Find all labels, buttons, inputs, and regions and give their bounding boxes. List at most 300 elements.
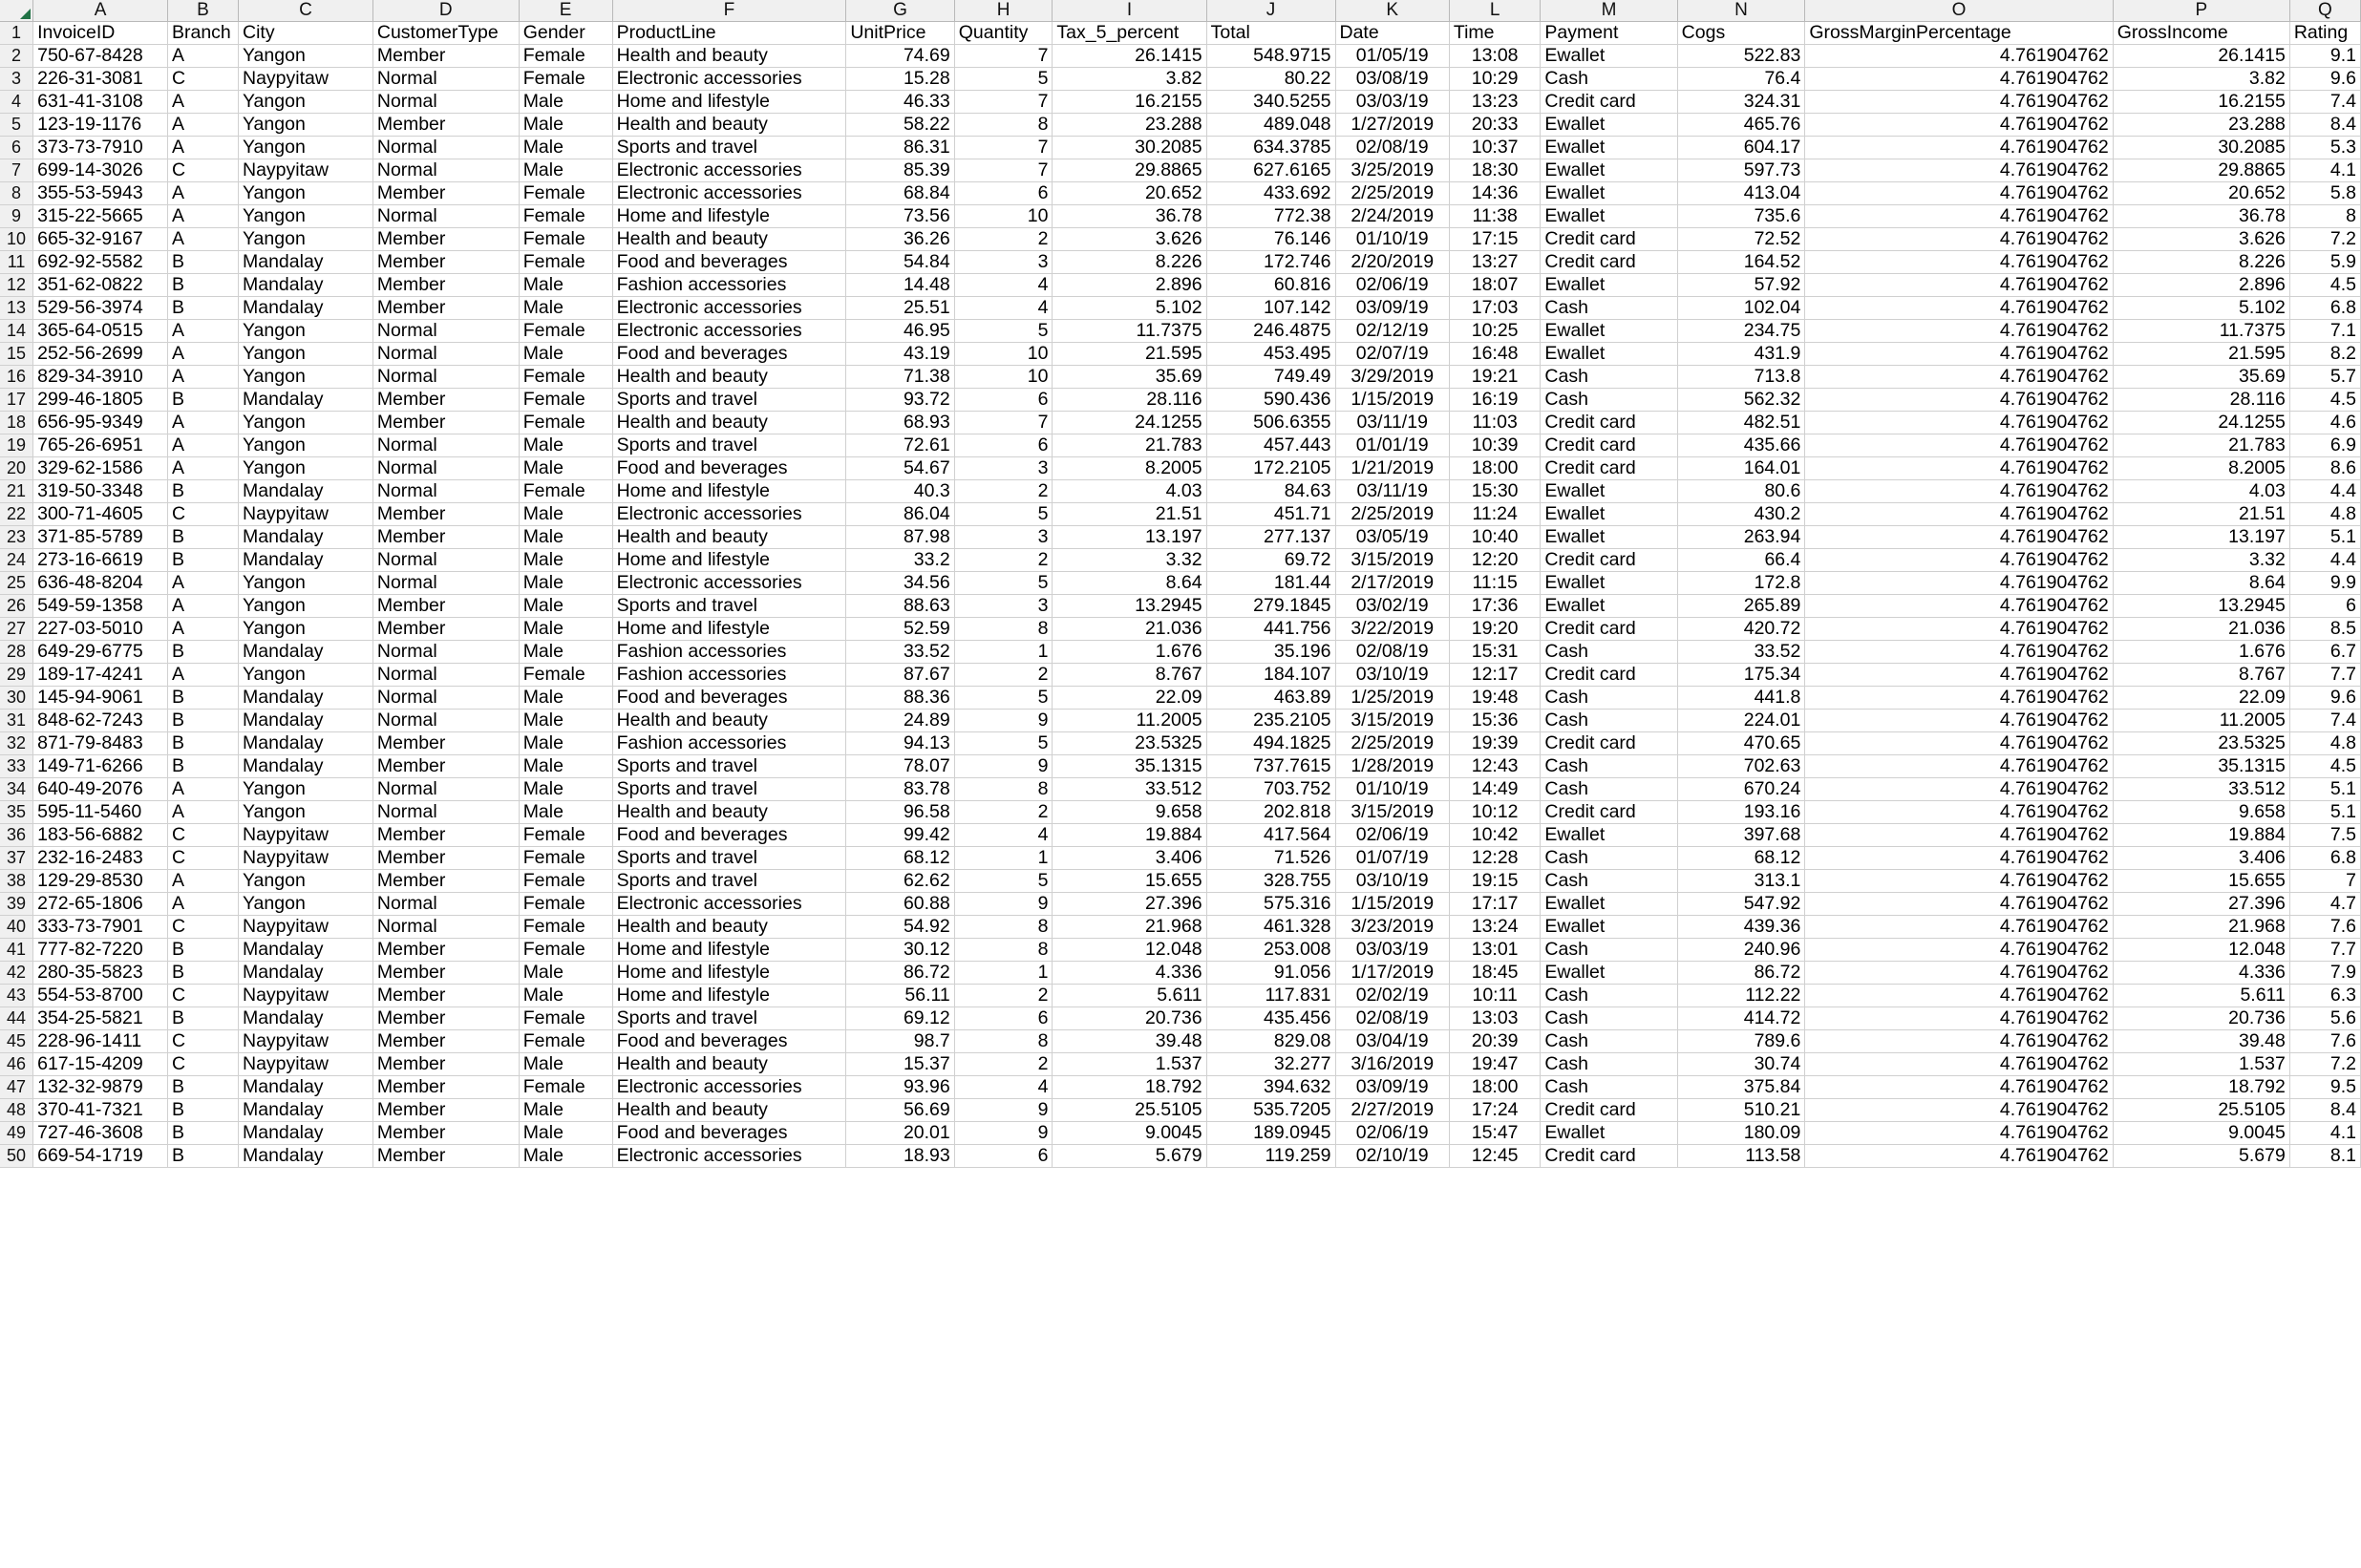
- data-cell[interactable]: 470.65: [1677, 732, 1805, 755]
- data-cell[interactable]: Male: [519, 343, 612, 366]
- data-cell[interactable]: Ewallet: [1541, 1122, 1677, 1145]
- data-cell[interactable]: Member: [372, 251, 519, 274]
- data-cell[interactable]: 86.31: [846, 137, 954, 159]
- data-cell[interactable]: 11.7375: [2113, 320, 2289, 343]
- data-cell[interactable]: 20.736: [2113, 1007, 2289, 1030]
- data-cell[interactable]: 4.761904762: [1805, 343, 2113, 366]
- data-cell[interactable]: 373-73-7910: [33, 137, 168, 159]
- data-cell[interactable]: 4.761904762: [1805, 503, 2113, 526]
- data-cell[interactable]: 24.89: [846, 710, 954, 732]
- data-cell[interactable]: 72.61: [846, 434, 954, 457]
- data-cell[interactable]: Female: [519, 320, 612, 343]
- data-cell[interactable]: Normal: [372, 549, 519, 572]
- data-cell[interactable]: 8.767: [2113, 664, 2289, 687]
- data-cell[interactable]: Food and beverages: [612, 251, 846, 274]
- data-cell[interactable]: 21.036: [2113, 618, 2289, 641]
- table-row[interactable]: [0, 732, 2361, 755]
- data-cell[interactable]: 193.16: [1677, 801, 1805, 824]
- data-cell[interactable]: Cash: [1541, 1007, 1677, 1030]
- data-cell[interactable]: 25.5105: [1053, 1099, 1206, 1122]
- data-cell[interactable]: Home and lifestyle: [612, 480, 846, 503]
- data-cell[interactable]: 8.2: [2289, 343, 2360, 366]
- data-cell[interactable]: 5.3: [2289, 137, 2360, 159]
- row-number[interactable]: 39: [0, 893, 33, 916]
- data-cell[interactable]: 5: [954, 68, 1053, 91]
- data-cell[interactable]: 7: [954, 412, 1053, 434]
- data-cell[interactable]: 03/04/19: [1335, 1030, 1449, 1053]
- data-cell[interactable]: 590.436: [1206, 389, 1335, 412]
- data-cell[interactable]: 789.6: [1677, 1030, 1805, 1053]
- field-header-cell[interactable]: Cogs: [1677, 22, 1805, 45]
- data-cell[interactable]: 10: [954, 366, 1053, 389]
- data-cell[interactable]: 3/16/2019: [1335, 1053, 1449, 1076]
- data-cell[interactable]: 8.767: [1053, 664, 1206, 687]
- data-cell[interactable]: 7.4: [2289, 91, 2360, 114]
- data-cell[interactable]: 129-29-8530: [33, 870, 168, 893]
- data-cell[interactable]: A: [167, 182, 238, 205]
- table-row[interactable]: [0, 985, 2361, 1007]
- data-cell[interactable]: 57.92: [1677, 274, 1805, 297]
- data-cell[interactable]: 6.9: [2289, 434, 2360, 457]
- data-cell[interactable]: 4.761904762: [1805, 778, 2113, 801]
- data-cell[interactable]: 665-32-9167: [33, 228, 168, 251]
- data-cell[interactable]: B: [167, 1122, 238, 1145]
- table-row[interactable]: [0, 618, 2361, 641]
- table-row[interactable]: [0, 1122, 2361, 1145]
- data-cell[interactable]: Food and beverages: [612, 1122, 846, 1145]
- data-cell[interactable]: 547.92: [1677, 893, 1805, 916]
- data-cell[interactable]: Fashion accessories: [612, 732, 846, 755]
- data-cell[interactable]: 749.49: [1206, 366, 1335, 389]
- data-cell[interactable]: 228-96-1411: [33, 1030, 168, 1053]
- data-cell[interactable]: Member: [372, 1007, 519, 1030]
- data-cell[interactable]: 21.783: [1053, 434, 1206, 457]
- data-cell[interactable]: Food and beverages: [612, 687, 846, 710]
- data-cell[interactable]: 39.48: [2113, 1030, 2289, 1053]
- data-cell[interactable]: C: [167, 824, 238, 847]
- data-cell[interactable]: 83.78: [846, 778, 954, 801]
- data-cell[interactable]: Electronic accessories: [612, 893, 846, 916]
- data-cell[interactable]: Member: [372, 962, 519, 985]
- data-cell[interactable]: A: [167, 114, 238, 137]
- data-cell[interactable]: 5.102: [1053, 297, 1206, 320]
- column-header-f[interactable]: F: [612, 0, 846, 22]
- data-cell[interactable]: Credit card: [1541, 228, 1677, 251]
- row-number[interactable]: 23: [0, 526, 33, 549]
- data-cell[interactable]: 21.968: [1053, 916, 1206, 939]
- data-cell[interactable]: 34.56: [846, 572, 954, 595]
- data-cell[interactable]: Female: [519, 412, 612, 434]
- data-cell[interactable]: Health and beauty: [612, 228, 846, 251]
- data-cell[interactable]: 9.1: [2289, 45, 2360, 68]
- table-row[interactable]: [0, 893, 2361, 916]
- data-cell[interactable]: Cash: [1541, 297, 1677, 320]
- data-cell[interactable]: 107.142: [1206, 297, 1335, 320]
- data-cell[interactable]: 28.116: [2113, 389, 2289, 412]
- data-cell[interactable]: 56.69: [846, 1099, 954, 1122]
- data-cell[interactable]: 9: [954, 755, 1053, 778]
- data-cell[interactable]: 649-29-6775: [33, 641, 168, 664]
- data-cell[interactable]: Female: [519, 1076, 612, 1099]
- row-number[interactable]: 5: [0, 114, 33, 137]
- data-cell[interactable]: 21.783: [2113, 434, 2289, 457]
- data-cell[interactable]: 1/17/2019: [1335, 962, 1449, 985]
- data-cell[interactable]: Normal: [372, 801, 519, 824]
- data-cell[interactable]: 15:31: [1449, 641, 1541, 664]
- table-row[interactable]: [0, 641, 2361, 664]
- data-cell[interactable]: 670.24: [1677, 778, 1805, 801]
- data-cell[interactable]: 435.66: [1677, 434, 1805, 457]
- data-cell[interactable]: C: [167, 916, 238, 939]
- data-cell[interactable]: Mandalay: [239, 480, 373, 503]
- data-cell[interactable]: Normal: [372, 366, 519, 389]
- row-number[interactable]: 12: [0, 274, 33, 297]
- table-row[interactable]: [0, 687, 2361, 710]
- data-cell[interactable]: 5.611: [1053, 985, 1206, 1007]
- data-cell[interactable]: C: [167, 1030, 238, 1053]
- data-cell[interactable]: 28.116: [1053, 389, 1206, 412]
- data-cell[interactable]: Cash: [1541, 1030, 1677, 1053]
- data-cell[interactable]: 232-16-2483: [33, 847, 168, 870]
- data-cell[interactable]: 02/06/19: [1335, 824, 1449, 847]
- data-cell[interactable]: Member: [372, 114, 519, 137]
- data-cell[interactable]: Home and lifestyle: [612, 549, 846, 572]
- data-cell[interactable]: 3.626: [1053, 228, 1206, 251]
- data-cell[interactable]: Member: [372, 45, 519, 68]
- data-cell[interactable]: Electronic accessories: [612, 297, 846, 320]
- data-cell[interactable]: 6.3: [2289, 985, 2360, 1007]
- data-cell[interactable]: Credit card: [1541, 1145, 1677, 1168]
- data-cell[interactable]: Yangon: [239, 778, 373, 801]
- data-cell[interactable]: Female: [519, 205, 612, 228]
- data-cell[interactable]: Male: [519, 687, 612, 710]
- data-cell[interactable]: 2: [954, 801, 1053, 824]
- data-cell[interactable]: Health and beauty: [612, 801, 846, 824]
- data-cell[interactable]: A: [167, 572, 238, 595]
- data-cell[interactable]: Male: [519, 595, 612, 618]
- data-cell[interactable]: 27.396: [1053, 893, 1206, 916]
- data-cell[interactable]: A: [167, 618, 238, 641]
- data-cell[interactable]: Member: [372, 595, 519, 618]
- data-cell[interactable]: Male: [519, 985, 612, 1007]
- data-cell[interactable]: 86.72: [1677, 962, 1805, 985]
- data-cell[interactable]: 35.69: [1053, 366, 1206, 389]
- data-cell[interactable]: 02/02/19: [1335, 985, 1449, 1007]
- data-cell[interactable]: 7.1: [2289, 320, 2360, 343]
- data-cell[interactable]: 19:48: [1449, 687, 1541, 710]
- data-cell[interactable]: 93.96: [846, 1076, 954, 1099]
- data-cell[interactable]: 17:36: [1449, 595, 1541, 618]
- data-cell[interactable]: 2/27/2019: [1335, 1099, 1449, 1122]
- data-cell[interactable]: 529-56-3974: [33, 297, 168, 320]
- data-cell[interactable]: 189-17-4241: [33, 664, 168, 687]
- row-number[interactable]: 6: [0, 137, 33, 159]
- data-cell[interactable]: 703.752: [1206, 778, 1335, 801]
- data-cell[interactable]: 4.761904762: [1805, 182, 2113, 205]
- field-header-cell[interactable]: Payment: [1541, 22, 1677, 45]
- data-cell[interactable]: 8.1: [2289, 1145, 2360, 1168]
- data-cell[interactable]: 441.756: [1206, 618, 1335, 641]
- data-cell[interactable]: 4: [954, 1076, 1053, 1099]
- row-number[interactable]: 8: [0, 182, 33, 205]
- data-cell[interactable]: 17:03: [1449, 297, 1541, 320]
- field-header-cell[interactable]: Total: [1206, 22, 1335, 45]
- data-cell[interactable]: 91.056: [1206, 962, 1335, 985]
- data-cell[interactable]: 54.84: [846, 251, 954, 274]
- data-cell[interactable]: 15.655: [2113, 870, 2289, 893]
- data-cell[interactable]: 4.03: [2113, 480, 2289, 503]
- data-cell[interactable]: Cash: [1541, 778, 1677, 801]
- data-cell[interactable]: 10:29: [1449, 68, 1541, 91]
- data-cell[interactable]: 12:20: [1449, 549, 1541, 572]
- field-header-cell[interactable]: CustomerType: [372, 22, 519, 45]
- data-cell[interactable]: Normal: [372, 687, 519, 710]
- data-cell[interactable]: 14:36: [1449, 182, 1541, 205]
- data-cell[interactable]: A: [167, 91, 238, 114]
- table-row[interactable]: [0, 274, 2361, 297]
- data-cell[interactable]: 54.67: [846, 457, 954, 480]
- data-cell[interactable]: 9.0045: [1053, 1122, 1206, 1145]
- data-cell[interactable]: 7.6: [2289, 1030, 2360, 1053]
- table-row[interactable]: [0, 503, 2361, 526]
- data-cell[interactable]: 2/25/2019: [1335, 503, 1449, 526]
- field-header-cell[interactable]: Date: [1335, 22, 1449, 45]
- data-cell[interactable]: 4.336: [2113, 962, 2289, 985]
- data-cell[interactable]: 420.72: [1677, 618, 1805, 641]
- data-cell[interactable]: 6: [954, 182, 1053, 205]
- data-cell[interactable]: 46.95: [846, 320, 954, 343]
- data-cell[interactable]: 172.8: [1677, 572, 1805, 595]
- data-cell[interactable]: 23.288: [2113, 114, 2289, 137]
- data-cell[interactable]: 4.336: [1053, 962, 1206, 985]
- data-cell[interactable]: 1: [954, 962, 1053, 985]
- table-row[interactable]: [0, 297, 2361, 320]
- data-cell[interactable]: 340.5255: [1206, 91, 1335, 114]
- data-cell[interactable]: 175.34: [1677, 664, 1805, 687]
- data-cell[interactable]: 4.761904762: [1805, 710, 2113, 732]
- data-cell[interactable]: Home and lifestyle: [612, 985, 846, 1007]
- data-cell[interactable]: 4.761904762: [1805, 297, 2113, 320]
- data-cell[interactable]: 60.816: [1206, 274, 1335, 297]
- data-cell[interactable]: Member: [372, 1145, 519, 1168]
- data-cell[interactable]: 9.658: [2113, 801, 2289, 824]
- data-cell[interactable]: 30.2085: [2113, 137, 2289, 159]
- data-cell[interactable]: Credit card: [1541, 549, 1677, 572]
- data-cell[interactable]: 5: [954, 503, 1053, 526]
- data-cell[interactable]: Cash: [1541, 1076, 1677, 1099]
- data-cell[interactable]: Ewallet: [1541, 114, 1677, 137]
- table-row[interactable]: [0, 755, 2361, 778]
- data-cell[interactable]: 1/21/2019: [1335, 457, 1449, 480]
- data-cell[interactable]: Ewallet: [1541, 343, 1677, 366]
- data-cell[interactable]: A: [167, 45, 238, 68]
- data-cell[interactable]: Member: [372, 1099, 519, 1122]
- data-cell[interactable]: A: [167, 412, 238, 434]
- data-cell[interactable]: 15.37: [846, 1053, 954, 1076]
- data-cell[interactable]: 43.19: [846, 343, 954, 366]
- data-cell[interactable]: 240.96: [1677, 939, 1805, 962]
- row-number[interactable]: 17: [0, 389, 33, 412]
- data-cell[interactable]: 4.761904762: [1805, 1122, 2113, 1145]
- data-cell[interactable]: 5.679: [1053, 1145, 1206, 1168]
- data-cell[interactable]: 32.277: [1206, 1053, 1335, 1076]
- data-cell[interactable]: 03/11/19: [1335, 412, 1449, 434]
- data-cell[interactable]: 4.761904762: [1805, 572, 2113, 595]
- data-cell[interactable]: Yangon: [239, 412, 373, 434]
- data-cell[interactable]: B: [167, 251, 238, 274]
- data-cell[interactable]: Cash: [1541, 687, 1677, 710]
- data-cell[interactable]: Ewallet: [1541, 159, 1677, 182]
- data-cell[interactable]: 4.761904762: [1805, 801, 2113, 824]
- data-cell[interactable]: 4.761904762: [1805, 274, 2113, 297]
- data-cell[interactable]: 68.12: [846, 847, 954, 870]
- data-cell[interactable]: 737.7615: [1206, 755, 1335, 778]
- data-cell[interactable]: 3/23/2019: [1335, 916, 1449, 939]
- data-cell[interactable]: 23.5325: [2113, 732, 2289, 755]
- table-row[interactable]: [0, 572, 2361, 595]
- data-cell[interactable]: Credit card: [1541, 1099, 1677, 1122]
- data-cell[interactable]: 88.63: [846, 595, 954, 618]
- data-cell[interactable]: 8: [954, 114, 1053, 137]
- data-cell[interactable]: 4.5: [2289, 755, 2360, 778]
- data-cell[interactable]: C: [167, 985, 238, 1007]
- data-cell[interactable]: 8.4: [2289, 1099, 2360, 1122]
- data-cell[interactable]: Yangon: [239, 595, 373, 618]
- table-row[interactable]: [0, 343, 2361, 366]
- data-cell[interactable]: Mandalay: [239, 274, 373, 297]
- data-cell[interactable]: Ewallet: [1541, 572, 1677, 595]
- data-cell[interactable]: 510.21: [1677, 1099, 1805, 1122]
- data-cell[interactable]: Mandalay: [239, 1122, 373, 1145]
- data-cell[interactable]: Member: [372, 526, 519, 549]
- data-cell[interactable]: Cash: [1541, 755, 1677, 778]
- row-number[interactable]: 45: [0, 1030, 33, 1053]
- data-cell[interactable]: 2/25/2019: [1335, 732, 1449, 755]
- data-cell[interactable]: 3/29/2019: [1335, 366, 1449, 389]
- data-cell[interactable]: 8.6: [2289, 457, 2360, 480]
- data-cell[interactable]: 4.761904762: [1805, 366, 2113, 389]
- table-row[interactable]: [0, 412, 2361, 434]
- data-cell[interactable]: 8: [954, 618, 1053, 641]
- data-cell[interactable]: Electronic accessories: [612, 68, 846, 91]
- data-cell[interactable]: Male: [519, 572, 612, 595]
- data-cell[interactable]: 8.4: [2289, 114, 2360, 137]
- table-row[interactable]: [0, 68, 2361, 91]
- field-header-cell[interactable]: UnitPrice: [846, 22, 954, 45]
- data-cell[interactable]: 5: [954, 732, 1053, 755]
- data-cell[interactable]: 2: [954, 985, 1053, 1007]
- row-number[interactable]: 16: [0, 366, 33, 389]
- data-cell[interactable]: 4.761904762: [1805, 228, 2113, 251]
- row-number[interactable]: 34: [0, 778, 33, 801]
- data-cell[interactable]: 16:48: [1449, 343, 1541, 366]
- data-cell[interactable]: 14.48: [846, 274, 954, 297]
- data-cell[interactable]: Health and beauty: [612, 366, 846, 389]
- data-cell[interactable]: 13.197: [2113, 526, 2289, 549]
- data-cell[interactable]: Female: [519, 68, 612, 91]
- data-cell[interactable]: 482.51: [1677, 412, 1805, 434]
- data-cell[interactable]: 4.761904762: [1805, 870, 2113, 893]
- data-cell[interactable]: Naypyitaw: [239, 1053, 373, 1076]
- data-cell[interactable]: Male: [519, 618, 612, 641]
- table-row[interactable]: [0, 457, 2361, 480]
- table-row[interactable]: [0, 595, 2361, 618]
- data-cell[interactable]: 23.288: [1053, 114, 1206, 137]
- data-cell[interactable]: 8.226: [1053, 251, 1206, 274]
- data-cell[interactable]: 4.761904762: [1805, 251, 2113, 274]
- data-cell[interactable]: Mandalay: [239, 687, 373, 710]
- data-cell[interactable]: 451.71: [1206, 503, 1335, 526]
- data-cell[interactable]: 145-94-9061: [33, 687, 168, 710]
- data-cell[interactable]: 35.1315: [1053, 755, 1206, 778]
- data-cell[interactable]: 277.137: [1206, 526, 1335, 549]
- data-cell[interactable]: 354-25-5821: [33, 1007, 168, 1030]
- data-cell[interactable]: 21.036: [1053, 618, 1206, 641]
- table-row[interactable]: [0, 962, 2361, 985]
- data-cell[interactable]: 01/10/19: [1335, 228, 1449, 251]
- data-cell[interactable]: 99.42: [846, 824, 954, 847]
- data-cell[interactable]: 13:01: [1449, 939, 1541, 962]
- data-cell[interactable]: 03/09/19: [1335, 297, 1449, 320]
- data-cell[interactable]: 20.652: [1053, 182, 1206, 205]
- data-cell[interactable]: A: [167, 778, 238, 801]
- table-row[interactable]: [0, 1099, 2361, 1122]
- data-cell[interactable]: Cash: [1541, 985, 1677, 1007]
- data-cell[interactable]: 4.761904762: [1805, 457, 2113, 480]
- table-row[interactable]: [0, 1145, 2361, 1168]
- data-cell[interactable]: Ewallet: [1541, 595, 1677, 618]
- table-row[interactable]: [0, 228, 2361, 251]
- data-cell[interactable]: 19:15: [1449, 870, 1541, 893]
- data-cell[interactable]: Credit card: [1541, 618, 1677, 641]
- data-cell[interactable]: 1.537: [1053, 1053, 1206, 1076]
- data-cell[interactable]: 4.4: [2289, 549, 2360, 572]
- data-cell[interactable]: 441.8: [1677, 687, 1805, 710]
- data-cell[interactable]: 7.4: [2289, 710, 2360, 732]
- data-cell[interactable]: Member: [372, 1053, 519, 1076]
- data-cell[interactable]: 76.4: [1677, 68, 1805, 91]
- data-cell[interactable]: 575.316: [1206, 893, 1335, 916]
- data-cell[interactable]: 299-46-1805: [33, 389, 168, 412]
- data-cell[interactable]: 102.04: [1677, 297, 1805, 320]
- data-cell[interactable]: B: [167, 389, 238, 412]
- data-cell[interactable]: 4.761904762: [1805, 641, 2113, 664]
- data-cell[interactable]: 132-32-9879: [33, 1076, 168, 1099]
- data-cell[interactable]: 617-15-4209: [33, 1053, 168, 1076]
- data-cell[interactable]: Mandalay: [239, 1007, 373, 1030]
- data-cell[interactable]: Ewallet: [1541, 320, 1677, 343]
- data-cell[interactable]: Ewallet: [1541, 274, 1677, 297]
- data-cell[interactable]: Normal: [372, 480, 519, 503]
- data-cell[interactable]: 2.896: [2113, 274, 2289, 297]
- data-cell[interactable]: Ewallet: [1541, 962, 1677, 985]
- data-cell[interactable]: Yangon: [239, 205, 373, 228]
- data-cell[interactable]: 4.761904762: [1805, 480, 2113, 503]
- data-cell[interactable]: Normal: [372, 91, 519, 114]
- row-number[interactable]: 40: [0, 916, 33, 939]
- data-cell[interactable]: Home and lifestyle: [612, 939, 846, 962]
- data-cell[interactable]: 40.3: [846, 480, 954, 503]
- data-cell[interactable]: 7.7: [2289, 664, 2360, 687]
- data-cell[interactable]: B: [167, 687, 238, 710]
- data-cell[interactable]: 18.792: [2113, 1076, 2289, 1099]
- data-cell[interactable]: 3.406: [1053, 847, 1206, 870]
- data-cell[interactable]: Electronic accessories: [612, 572, 846, 595]
- data-cell[interactable]: 9: [954, 710, 1053, 732]
- data-cell[interactable]: 2: [954, 1053, 1053, 1076]
- column-header-m[interactable]: M: [1541, 0, 1677, 22]
- data-cell[interactable]: 03/09/19: [1335, 1076, 1449, 1099]
